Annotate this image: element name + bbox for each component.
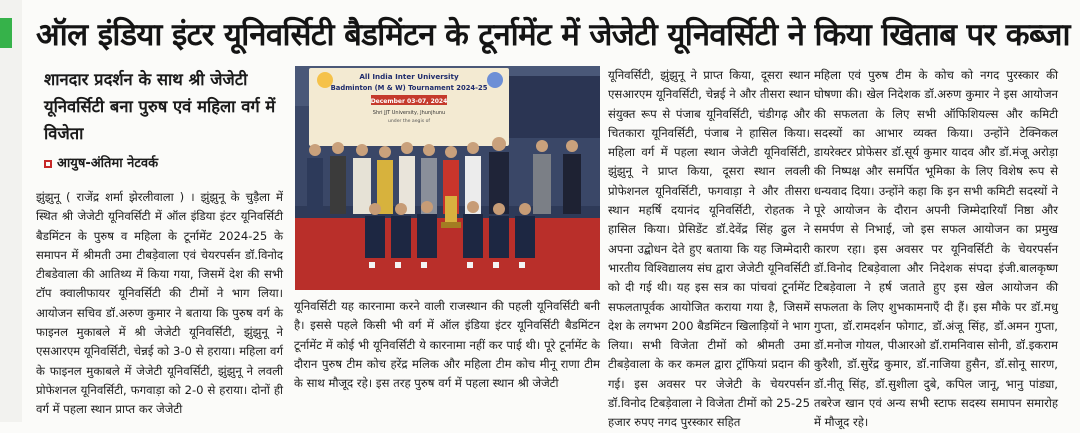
article-column-1: झुंझुनू ( राजेंद्र शर्मा झेरलीवाला ) । झुंझुनू के चुड़ैला में स्थित श्री जेजेटी यूनिवर्सिटी में ऑल इंडिया इंटर यूनिवर्सिटी बैडमिंटन के पुरुष व महिला के टूर्नामेंट 2024-25 के समापन में श्रीमती उमा टीबड़ेवाला एवं चेयरपर्सन डॉ.विनोद टीबडेवाला की आतिथ्य में किया गया, जिसमें देश की सभी टॉप क्वालीफायर यूनिवर्सिटी की टीमों ने भाग लिया। आयोजन सचिव डॉ.अरुण कुमार ने बताया कि पुरुष वर्ग के फाइनल मुकाबले में श्री जेजेटी यूनिवर्सिटी, झुंझुनू ने एसआरएम यूनिवर्सिटी, चेन्नई को 3-0 से हराया। महिला वर्ग के फाइनल मुकाबले में जेजेटी यूनिवर्सिटी, झुंझुनू ने लवली प्रोफेशनल यूनिवर्सिटी, फगवाड़ा को 2-0 से हराया। दोनों ही वर्ग में पहला स्थान प्राप्त कर जेजेटी — [36, 190, 283, 417]
article-column-3: यूनिवर्सिटी, झुंझुनू ने प्राप्त किया, दूसरा स्थान एसआरएम यूनिवर्सिटी, चेन्नई ने और तीसरा स्थान संयुक्त रूप से पंजाब यूनिवर्सिटी, चंडीगढ़ और चितकारा यूनिवर्सिटी, पंजाब ने हासिल किया। महिला वर्ग में पहला स्थान जेजेटी यूनिवर्सिटी, झुंझुनू ने प्राप्त किया, दूसरा स्थान लवली प्रोफेशनल यूनिवर्सिटी, फगवाड़ा ने और तीसरा स्थान महर्षि दयानंद यूनिवर्सिटी, रोहतक ने हासिल किया। प्रेसिडेंट डॉ.देवेंद्र सिंह ढुल ने अपना उद्बोधन देते हुए बताया कि यह जिम्मेदारी भारतीय विश्विद्यालय संघ द्वारा जेजेटी यूनिवर्सिटी को दी गई थी। यह इस सत्र का पांचवां टूर्नामेंट सफलतापूर्वक आयोजित कराया गया है, जिसमें देश के लगभग 200 बैडमिंटन खिलाड़ियों ने भाग लिया। सभी विजेता टीमों को श्रीमती उमा टीबड़ेवाला के कर कमल द्वारा ट्रॉफियां प्रदान की गई। इस अवसर पर जेजेटी के चेयरपर्सन डॉ.विनोद टिबड़ेवाला ने विजेता टीमों को 25-25 हजार रुपए नगद पुरस्कार सहित — [608, 68, 810, 430]
page-margin — [0, 0, 22, 422]
banner-line1: All India Inter University — [359, 72, 459, 81]
news-photo — [295, 66, 600, 290]
article-column-2: यूनिवर्सिटी यह कारनामा करने वाली राजस्थान की पहली यूनिवर्सिटी बनी है। इससे पहले किसी भी वर्ग में ऑल इंडिया इंटर यूनिवर्सिटी बैडमिंटन टूर्नामेंट में कोई भी यूनिवर्सिटी ये कारनामा नहीं कर पाई थी। पूरे टूर्नामेंट के दौरान पुरुष टीम कोच हरेंद्र मलिक और महिला टीम कोच मीनू राणा टीम के साथ मौजूद रहे। इस तरह पुरुष वर्ग में पहला स्थान श्री जेजेटी — [294, 299, 600, 391]
banner-date: December 03-07, 2024 — [370, 98, 448, 105]
article-column-4: महिला एवं पुरुष टीम के कोच को नगद पुरस्कार की घोषणा की। खेल निदेशक डॉ.अरुण कुमार ने इस आयोजन की सफलता के लिए सभी ऑफिशियल्स और कमिटी सदस्यों का आभार व्यक्त किया। उन्होंने टेक्निकल डायरेक्टर प्रोफेसर डॉ.सूर्य कुमार यादव और डॉ.मंजू अरोड़ा की निष्पक्ष और समर्पित भूमिका के लिए विशेष रूप से धन्यवाद दिया। उन्होंने कहा कि इन सभी कमिटी सदस्यों ने पूरे आयोजन के दौरान अपनी जिम्मेदारियाँ निष्ठा और समर्पण से निभाई, जो इस सफल आयोजन का प्रमुख कारण रहा। इस अवसर पर यूनिवर्सिटी के चेयरपर्सन डॉ.विनोद टिबड़ेवाला और निदेशक संपदा इंजी.बालकृष्ण टिबड़ेवाला ने हर्ष जताते हुए इस खेल आयोजन की सफलता के लिए शुभकामनाएँ दी हैं। इस मौके पर डॉ.मधु गुप्ता, डॉ.रामदर्शन फोगाट, डॉ.अंजू सिंह, डॉ.अमन गुप्ता, डॉ.मनोज गोयल, पीआरओ डॉ.रामनिवास सोनी, डॉ.इकराम कुरैशी, डॉ.सुरेंद्र कुमार, डॉ.नाजिया हुसैन, डॉ.सोनू सारण, डॉ.नीतू सिंह, डॉ.सुशीला दुबे, कपिल जानू, भानु पांड्या, तबरेज खान एवं अन्य सभी स्टाफ सदस्य समापन समारोह में मौजूद रहे। — [814, 68, 1058, 430]
headline: ऑल इंडिया इंटर यूनिवर्सिटी बैडमिंटन के टूर्नामेंट में जेजेटी यूनिवर्सिटी ने किया खिताब पर कब्जा — [36, 17, 1070, 53]
photo-illustration — [295, 66, 600, 290]
logo-right-icon — [487, 72, 503, 88]
byline-square-icon — [44, 160, 52, 168]
byline-text: आयुष-अंतिमा नेटवर्क — [57, 156, 159, 171]
banner-host: Shri JJT University, Jhunjhunu — [372, 110, 446, 116]
banner-line2: Badminton (M & W) Tournament 2024-25 — [330, 84, 488, 92]
subheadline: शानदार प्रदर्शन के साथ श्री जेजेटी यूनिवर्सिटी बना पुरुष एवं महिला वर्ग में विजेता — [44, 70, 276, 143]
byline — [44, 153, 158, 171]
banner-sub: under the aegis of — [387, 119, 431, 124]
section-marker — [0, 18, 12, 48]
